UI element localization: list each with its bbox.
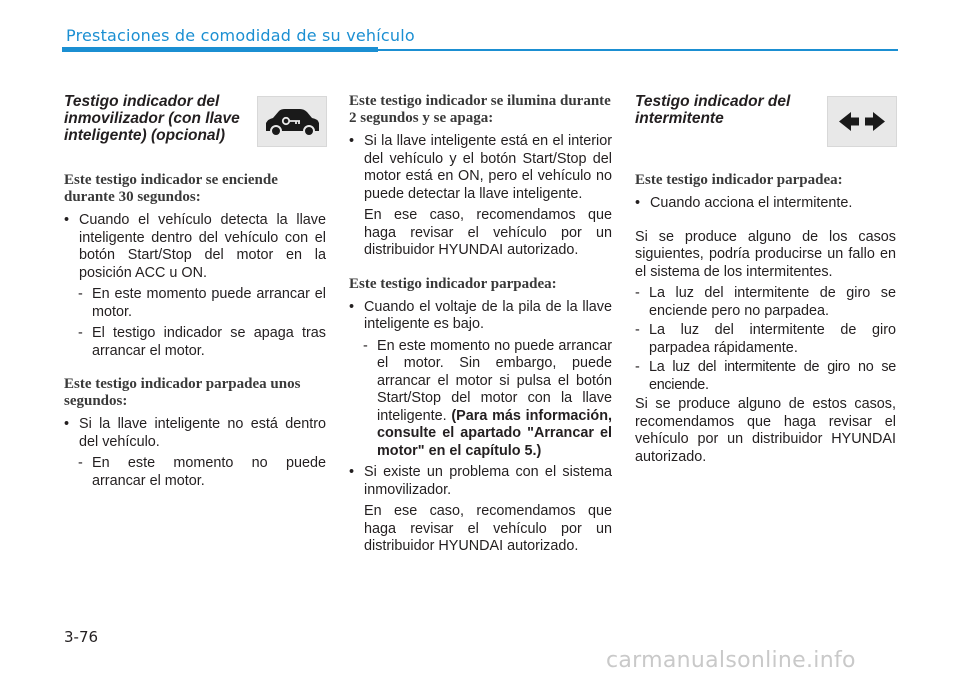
paragraph-dealer-2: En ese caso, recomendamos que haga revisar el vehículo por un distribuidor HYUNDAI autorizado. [364, 503, 612, 554]
subheading-blinks-2: Este testigo indicador parpadea: [349, 275, 557, 292]
paragraph-dealer-1: En ese caso, recomendamos que haga revisar el vehículo por un distribuidor HYUNDAI autorizado. [364, 207, 612, 258]
watermark: carmanualsonline.info [606, 648, 856, 673]
bullet-key-absent: • Si la llave inteligente no está dentro del vehículo. [64, 416, 326, 451]
bullet-key-not-detected: • Si la llave inteligente está en el interior del vehículo y el botón Start/Stop del motor está en ON, pero el vehículo no puede detectar la llave inteligente. [349, 133, 612, 203]
paragraph-fault-cases: Si se produce alguno de los casos siguientes, podría producirse un fallo en el sistema de los intermitentes. [635, 228, 896, 280]
dash-fast-blink: - La luz del intermitente de giro parpadea rápidamente. [635, 322, 896, 356]
immobilizer-heading: Testigo indicador del inmovilizador (con llave inteligente) (opcional) [64, 93, 240, 144]
chapter-reference: (Para más información, consulte el apartado "Arrancar el motor" en el capítulo 5.) [377, 407, 612, 459]
dash-light-off: - El testigo indicador se apaga tras arrancar el motor. [78, 325, 326, 359]
subheading-turn-blinks: Este testigo indicador parpadea: [635, 172, 843, 188]
bullet-signal-activated: • Cuando acciona el intermitente. [635, 195, 896, 213]
dash-start-engine: - En este momento puede arrancar el motor. [78, 286, 326, 320]
paragraph-dealer-3: Si se produce alguno de estos casos, recomendamos que haga revisar el vehículo por un distribuidor HYUNDAI autorizado. [635, 396, 896, 465]
subheading-blinks: Este testigo indicador parpadea unos segundos: [64, 376, 301, 409]
dash-start-with-key: - En este momento no puede arrancar el motor. Sin embargo, puede arrancar el motor si pulsa el botón Start/Stop del motor con la llave inteligente. (Para más información, consulte el apartado "Arrancar el motor" en el capítulo 5.) [363, 337, 612, 459]
dash-no-light: - La luz del intermitente de giro no se enciende. [635, 359, 896, 393]
column-immobilizer [64, 93, 326, 494]
subheading-2s: Este testigo indicador se ilumina durante 2 segundos y se apaga: [349, 93, 611, 126]
column-immobilizer-cont [349, 93, 612, 560]
dash-cannot-start: - En este momento no puede arrancar el motor. [78, 455, 326, 489]
header-rule [378, 49, 898, 51]
section-title: Prestaciones de comodidad de su vehículo [66, 26, 415, 45]
bullet-low-battery: • Cuando el voltaje de la pila de la llave inteligente es bajo. [349, 299, 612, 334]
bullet-key-detected: • Cuando el vehículo detecta la llave inteligente dentro del vehículo con el botón Start/Stop del motor en la posición ACC u ON. [64, 212, 326, 282]
column-turn-signal [635, 93, 896, 470]
turn-signal-heading: Testigo indicador del intermitente [635, 93, 791, 127]
header-accent-bar [62, 47, 378, 52]
dash-no-blink: - La luz del intermitente de giro se enciende pero no parpadea. [635, 285, 896, 319]
page-number: 3-76 [64, 628, 99, 646]
bullet-immobilizer-problem: • Si existe un problema con el sistema inmovilizador. [349, 464, 612, 499]
subheading-30s: Este testigo indicador se enciende durante 30 segundos: [64, 172, 278, 205]
